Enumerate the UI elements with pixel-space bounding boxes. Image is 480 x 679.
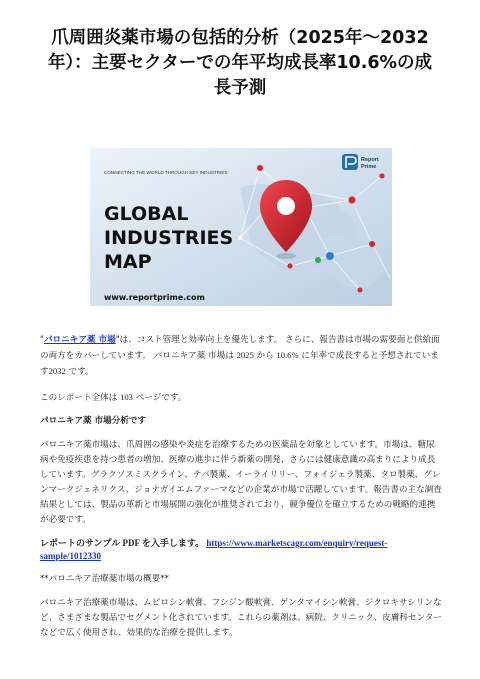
overview-heading: **パロニキア治療薬市場の概要** xyxy=(40,574,169,584)
page-count-text: このレポート全体は xyxy=(40,393,121,403)
intro-text: です。 xyxy=(65,367,94,377)
page-count: 103 xyxy=(120,392,133,402)
section-heading: パロニキア薬 市場分析です xyxy=(40,416,147,426)
hero-url: www.reportprime.com xyxy=(104,293,205,302)
page-title: 爪周囲炎薬市場の包括的分析（2025年〜2032年）：主要セクターでの年平均成長率10.6%の成長予測 xyxy=(47,28,433,98)
overview-paragraph: パロニキア治療薬市場は、ムピロシン軟膏、フシジン酸軟膏、ゲンタマイシン軟膏、ジクロキサシリンなど、さまざまな製品でセグメント化されています。これらの薬剤は、病院、クリニック、皮膚科センターなどで広く使用され、効果的な治療を提供します。 xyxy=(40,598,442,638)
year-from: 2025 xyxy=(236,350,254,360)
year-to: 2032 xyxy=(48,366,66,376)
growth-rate: 10.6% xyxy=(276,350,299,360)
sample-request-link[interactable]: https://www.marketscagr.com/enquiry/request-sample/1012330 xyxy=(40,538,388,561)
hero-heading-global: GLOBAL xyxy=(104,203,189,225)
intro-text: は、コスト管理と効率向上を優先します。 さらに、報告書は市場の需要面と供給面の両方をカバーしています。 パロニキア薬 市場は xyxy=(40,335,440,361)
intro-text: に年率で成長すると予想されています xyxy=(40,351,439,377)
hero-heading-industries: INDUSTRIES xyxy=(104,227,234,249)
analysis-paragraph: パロニキア薬市場は、爪周囲の感染や炎症を治療するための医薬品を対象としています。市場は、糖尿病や免疫疾患を持つ患者の増加、医療の進歩に伴う新薬の開発、さらには健康意識の高まりにより成長しています。グラクソスミスクライン、テバ製薬、イーライリリー、フォイジェラ製薬、タロ製薬、グレンマークジェネリクス、ジョナガイエムファーマなどの企業が市場で活躍しています。報告書の主な調査結果としては、製品の革新と市場展開の強化が推奨されており、競争優位を確立するための戦略的連携が必要です。 xyxy=(40,440,442,525)
hero-heading-map: MAP xyxy=(104,251,152,273)
global-industries-map-illustration xyxy=(90,148,392,306)
hero-tagline: CONNECTING THE WORLD THROUGH KEY INDUSTRIES xyxy=(104,170,228,175)
hero-image xyxy=(90,148,392,306)
report-prime-logo xyxy=(342,154,379,170)
logo-text-report: Report xyxy=(361,157,379,163)
sample-request-line xyxy=(40,537,442,563)
intro-text: から xyxy=(253,351,277,361)
market-link[interactable]: パロニキア薬 市場 xyxy=(43,335,116,345)
page-count-line xyxy=(40,390,442,406)
logo-text-prime: Prime xyxy=(361,164,377,170)
quote-open: " xyxy=(40,335,44,345)
page-count-text: ページです。 xyxy=(132,393,187,403)
quote-close: " xyxy=(115,335,120,345)
sample-label: レポートのサンプル PDF を入手します。 xyxy=(40,538,207,548)
intro-paragraph xyxy=(40,333,442,380)
